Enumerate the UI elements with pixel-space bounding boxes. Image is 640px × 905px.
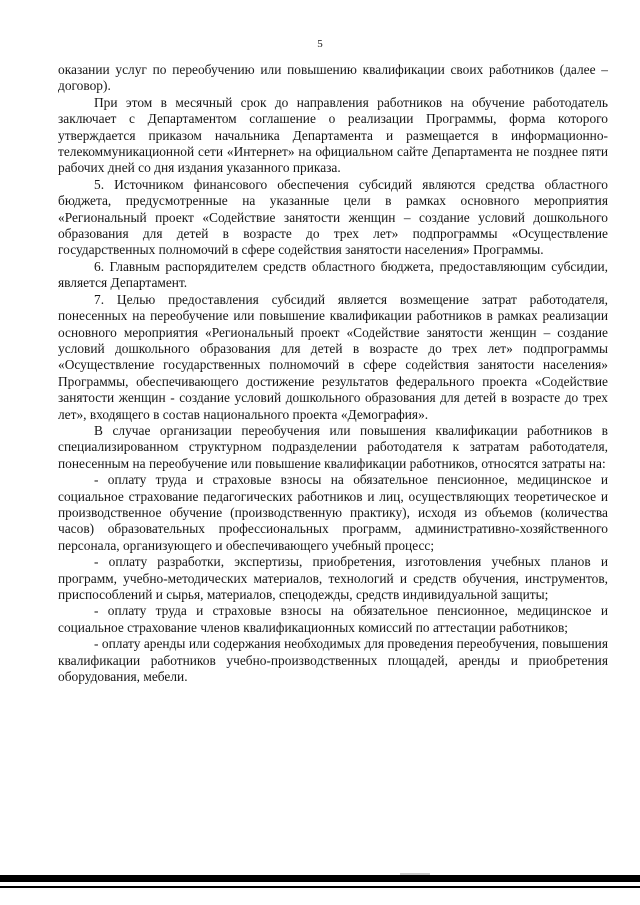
scan-bottom-border xyxy=(0,875,640,882)
list-item-staff-pay: - оплату труда и страховые взносы на обязательное пенсионное, медицинское и социальное страхование педагогических работников и лиц, осуществляющих теоретическое и производственное обучение (производственную практику), исходя из объемов (количества часов) образовательных профессиональных программ, административно-хозяйственного персонала, организующего и обеспечивающего учебный процесс; xyxy=(58,472,608,553)
paragraph-item-5-funding-source: 5. Источником финансового обеспечения субсидий являются средства областного бюджета, предусмотренные на указанные цели в рамках основного мероприятия «Региональный проект «Содействие занятости женщин – создание условий дошкольного образования для детей в возрасте до трех лет» подпрограммы «Осуществление государственных полномочий в сфере содействия занятости населения» Программы. xyxy=(58,176,608,258)
paragraph-agreement: При этом в месячный срок до направления работников на обучение работодатель заключает с Департаментом соглашение о реализации Программы, форма которого утверждается приказом начальника Департамента и размещается в информационно-телекоммуникационной сети «Интернет» на официальном сайте Департамента не позднее пяти рабочих дней со дня издания указанного приказа. xyxy=(58,94,608,176)
document-body xyxy=(58,62,608,685)
list-item-rent-equipment: - оплату аренды или содержания необходимых для проведения переобучения, повышения квалификации работников учебно-производственных площадей, аренды и приобретения оборудования, мебели. xyxy=(58,636,608,685)
paragraph-costs-intro: В случае организации переобучения или повышения квалификации работников в специализированном структурном подразделении работодателя к затратам работодателя, понесенным на переобучение или повышение квалификации работников, относятся затраты на: xyxy=(58,422,608,471)
paragraph-contract-continuation: оказании услуг по переобучению или повышению квалификации своих работников (далее – договор). xyxy=(58,62,608,94)
list-item-materials: - оплату разработки, экспертизы, приобретения, изготовления учебных планов и программ, учебно-методических материалов, технологий и средств обучения, инструментов, приспособлений и сырья, материалов, спецодежды, средств индивидуальной защиты; xyxy=(58,554,608,602)
page-number: 5 xyxy=(317,38,323,50)
list-item-commission-pay: - оплату труда и страховые взносы на обязательное пенсионное, медицинское и социальное страхование членов квалификационных комиссий по аттестации работников; xyxy=(58,603,608,635)
paragraph-item-7-subsidy-purpose: 7. Целью предоставления субсидий является возмещение затрат работодателя, понесенных на переобучение или повышение квалификации работников в рамках реализации основного мероприятия «Региональный проект «Содействие занятости женщин – создание условий дошкольного образования для детей в возрасте до трех лет» подпрограммы «Осуществление государственных полномочий в сфере содействия занятости населения» Программы, обеспечивающего достижение результатов федерального проекта «Содействие занятости женщин - создание условий дошкольного образования для детей в возрасте до трех лет», входящего в состав национального проекта «Демография». xyxy=(58,291,608,422)
scan-bottom-border-thin xyxy=(0,886,640,888)
paragraph-item-6-budget-manager: 6. Главным распорядителем средств областного бюджета, предоставляющим субсидии, является Департамент. xyxy=(58,258,608,291)
